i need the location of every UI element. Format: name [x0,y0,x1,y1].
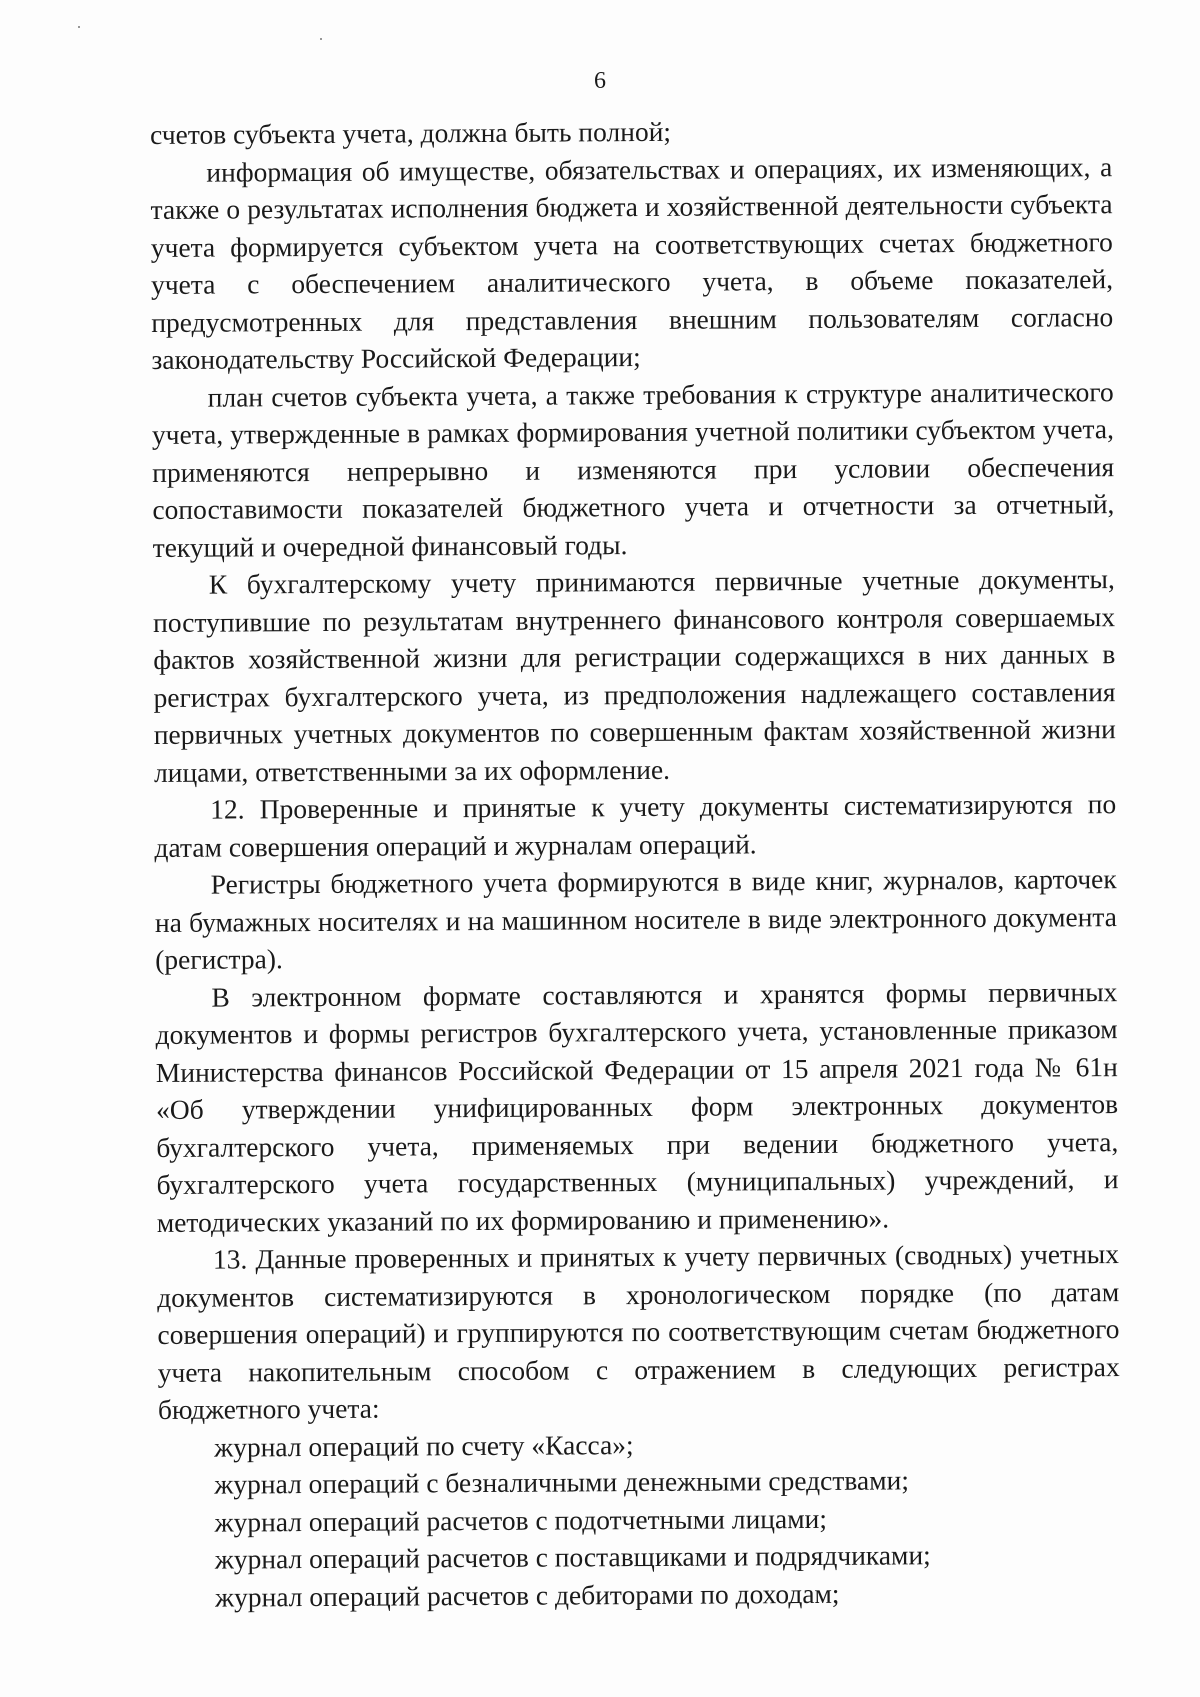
list-item: журнал операций с безналичными денежными средствами; [214,1464,910,1500]
paragraph: Регистры бюджетного учета формируются в виде книг, журналов, карточек на бумажных носителях и на машинном носителе в виде электронного документа (регистра). [154,863,1118,975]
page-number: 6 [594,68,606,94]
list-item: журнал операций расчетов с дебиторами по доходам; [214,1577,840,1613]
list-item: журнал операций расчетов с подотчетными лицами; [214,1502,828,1538]
paragraph: К бухгалтерскому учету принимаются первичные учетные документы, поступившие по результатам внутреннего финансового контроля совершаемых фактов хозяйственной жизни для регистрации содержащихся в них данных в регистрах бухгалтерского учета, из предположения надлежащего составления первичных учетных документов по совершенным фактам хозяйственной жизни лицами, ответственными за их оформление. [152,563,1116,788]
scan-speck [78,26,80,28]
scan-speck [320,38,322,40]
list-item: журнал операций расчетов с поставщиками и подрядчиками; [214,1539,931,1575]
paragraph: план счетов субъекта учета, а также требования к структуре аналитического учета, утвержденные в рамках формирования учетной политики субъектом учета, применяются непрерывно и изменяются при условии обеспечения сопоставимости показателей бюджетного учета и отчетности за отчетный, текущий и очередной финансовый годы. [151,375,1115,563]
paragraph: счетов субъекта учета, должна быть полной; [150,115,672,150]
list-item: журнал операций по счету «Касса»; [214,1428,634,1463]
paragraph-item-13: 13. Данные проверенных и принятых к учету первичных (сводных) учетных документов систематизируются в хронологическом порядке (по датам совершения операций) и группируются по соответствующим счетам бюджетного учета накопительным способом с отражением в следующих регистрах бюджетного учета: [157,1238,1120,1425]
document-body [150,110,1121,1616]
paragraph: В электронном формате составляются и хранятся формы первичных документов и формы регистров бухгалтерского учета, установленные приказом Министерства финансов Российской Федерации от 15 апреля 2021 года № 61н «Об утверждении унифицированных форм электронных документов бухгалтерского учета, применяемых при ведении бюджетного учета, бухгалтерского учета государственных (муниципальных) учреждений, и методических указаний по их формированию и применению». [155,975,1119,1238]
paragraph: информация об имуществе, обязательствах и операциях, их изменяющих, а также о результатах исполнения бюджета и хозяйственной деятельности субъекта учета формируется субъектом учета на соответствующих счетах бюджетного учета с обеспечением аналитического учета, в объеме показателей, предусмотренных для представления внешним пользователям согласно законодательству Российской Федерации; [150,150,1114,375]
paragraph-item-12: 12. Проверенные и принятые к учету документы систематизируются по датам совершения операций и журналам операций. [154,788,1117,863]
